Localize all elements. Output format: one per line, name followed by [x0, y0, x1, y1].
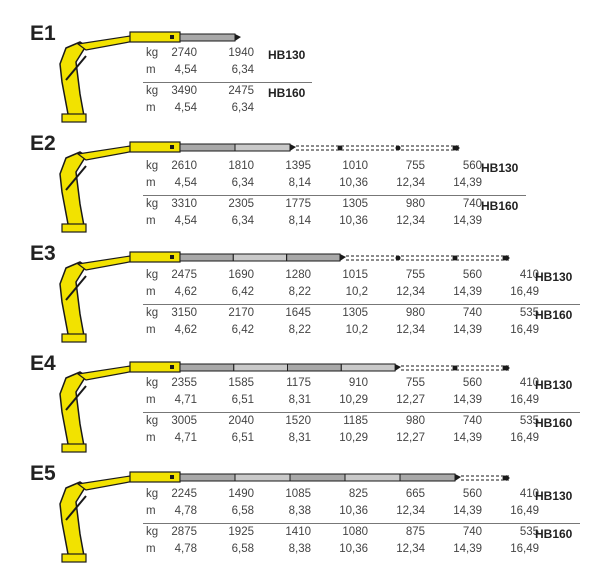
reach-m-cell: 4,71 — [174, 432, 197, 444]
boom-tip — [290, 144, 296, 151]
reach-m-cell: 4,71 — [174, 394, 197, 406]
extension-section — [341, 364, 395, 371]
extension-section — [290, 474, 345, 481]
crane-base — [62, 554, 86, 562]
load-kg-cell: 740 — [462, 198, 482, 210]
load-kg-cell: 560 — [462, 377, 482, 389]
unit-kg: kg — [146, 47, 159, 59]
load-kg-cell: 1490 — [228, 488, 254, 500]
reach-m-cell: 8,38 — [288, 505, 311, 517]
reach-m-cell: 12,34 — [396, 505, 425, 517]
boom-tip — [455, 474, 461, 481]
crane-base — [62, 334, 86, 342]
model-label: HB160 — [268, 86, 306, 100]
load-kg-cell: 410 — [519, 377, 539, 389]
load-kg-cell: 560 — [462, 488, 482, 500]
reach-m-cell: 14,39 — [453, 394, 482, 406]
load-kg-cell: 755 — [405, 269, 425, 281]
reach-m-cell: 4,62 — [174, 286, 197, 298]
unit-m: m — [146, 324, 156, 336]
load-kg-cell: 1085 — [285, 488, 311, 500]
unit-kg: kg — [146, 269, 159, 281]
reach-m-cell: 6,34 — [231, 177, 254, 189]
reach-m-cell: 12,34 — [396, 177, 425, 189]
reach-m-cell: 14,39 — [453, 543, 482, 555]
row-divider — [143, 195, 526, 196]
reach-m-cell: 6,51 — [231, 394, 254, 406]
reach-m-cell: 8,38 — [288, 543, 311, 555]
load-kg-cell: 535 — [519, 307, 539, 319]
load-kg-cell: 1080 — [342, 526, 368, 538]
reach-m-cell: 10,36 — [339, 543, 368, 555]
reach-m-cell: 12,34 — [396, 324, 425, 336]
unit-m: m — [146, 177, 156, 189]
load-kg-cell: 3490 — [171, 85, 197, 97]
extension-section — [180, 474, 235, 481]
unit-m: m — [146, 432, 156, 444]
load-kg-cell: 1305 — [342, 198, 368, 210]
load-kg-cell: 1280 — [285, 269, 311, 281]
crane-column — [60, 152, 86, 226]
load-kg-cell: 2305 — [228, 198, 254, 210]
reach-m-cell: 10,29 — [339, 432, 368, 444]
extension-section — [180, 254, 233, 261]
unit-m: m — [146, 102, 156, 114]
reach-m-cell: 16,49 — [510, 324, 539, 336]
reach-m-cell: 4,54 — [174, 215, 197, 227]
crane-base — [62, 224, 86, 232]
load-kg-cell: 1520 — [285, 415, 311, 427]
extension-section — [180, 34, 235, 41]
load-kg-cell: 740 — [462, 307, 482, 319]
row-divider — [143, 82, 312, 83]
reach-m-cell: 6,34 — [231, 102, 254, 114]
load-kg-cell: 3150 — [171, 307, 197, 319]
section-label: E5 — [30, 462, 56, 485]
reach-m-cell: 10,2 — [345, 286, 368, 298]
model-label: HB130 — [535, 378, 573, 392]
load-kg-cell: 980 — [405, 415, 425, 427]
boom-marker — [170, 475, 174, 479]
reach-m-cell: 4,78 — [174, 505, 197, 517]
load-kg-cell: 2740 — [171, 47, 197, 59]
load-kg-cell: 2170 — [228, 307, 254, 319]
reach-m-cell: 10,36 — [339, 505, 368, 517]
reach-m-cell: 12,34 — [396, 215, 425, 227]
row-divider — [143, 304, 580, 305]
load-kg-cell: 2875 — [171, 526, 197, 538]
load-kg-cell: 2040 — [228, 415, 254, 427]
load-kg-cell: 2475 — [228, 85, 254, 97]
section-label: E4 — [30, 352, 56, 375]
load-kg-cell: 1690 — [228, 269, 254, 281]
reach-m-cell: 6,58 — [231, 505, 254, 517]
reach-m-cell: 10,36 — [339, 177, 368, 189]
extension-section — [234, 364, 288, 371]
reach-m-cell: 12,27 — [396, 432, 425, 444]
load-kg-cell: 980 — [405, 307, 425, 319]
load-kg-cell: 560 — [462, 160, 482, 172]
crane-base — [62, 114, 86, 122]
load-kg-cell: 1185 — [343, 415, 368, 427]
reach-m-cell: 6,51 — [231, 432, 254, 444]
load-kg-cell: 980 — [405, 198, 425, 210]
reach-m-cell: 10,36 — [339, 215, 368, 227]
boom-marker — [170, 35, 174, 39]
reach-m-cell: 8,14 — [288, 177, 311, 189]
reach-m-cell: 6,58 — [231, 543, 254, 555]
load-kg-cell: 665 — [405, 488, 425, 500]
boom-tip — [235, 34, 241, 41]
reach-m-cell: 14,39 — [453, 177, 482, 189]
unit-kg: kg — [146, 160, 159, 172]
reach-m-cell: 10,29 — [339, 394, 368, 406]
load-kg-cell: 1175 — [286, 377, 311, 389]
load-kg-cell: 875 — [405, 526, 425, 538]
reach-m-cell: 16,49 — [510, 432, 539, 444]
reach-m-cell: 16,49 — [510, 543, 539, 555]
reach-m-cell: 8,22 — [288, 324, 311, 336]
jib-joint — [453, 366, 458, 371]
unit-kg: kg — [146, 526, 159, 538]
model-label: HB160 — [481, 199, 519, 213]
unit-kg: kg — [146, 377, 159, 389]
model-label: HB160 — [535, 527, 573, 541]
extension-section — [233, 254, 286, 261]
reach-m-cell: 4,62 — [174, 324, 197, 336]
reach-m-cell: 8,14 — [288, 215, 311, 227]
model-label: HB160 — [535, 308, 573, 322]
load-kg-cell: 1810 — [228, 160, 254, 172]
reach-m-cell: 14,39 — [453, 215, 482, 227]
load-kg-cell: 3005 — [171, 415, 197, 427]
extension-section — [288, 364, 342, 371]
jib-joint — [338, 146, 343, 151]
crane-column — [60, 372, 86, 446]
load-kg-cell: 910 — [348, 377, 368, 389]
jib-joint — [396, 146, 401, 151]
boom-marker — [170, 365, 174, 369]
load-kg-cell: 410 — [519, 488, 539, 500]
model-label: HB130 — [268, 48, 306, 62]
reach-m-cell: 8,31 — [288, 394, 311, 406]
crane-base — [62, 444, 86, 452]
reach-m-cell: 16,49 — [510, 286, 539, 298]
model-label: HB130 — [535, 489, 573, 503]
crane-column — [60, 262, 86, 336]
reach-m-cell: 14,39 — [453, 432, 482, 444]
reach-m-cell: 6,34 — [231, 215, 254, 227]
unit-m: m — [146, 64, 156, 76]
load-kg-cell: 1940 — [228, 47, 254, 59]
load-kg-cell: 2355 — [171, 377, 197, 389]
load-kg-cell: 1010 — [342, 160, 368, 172]
load-kg-cell: 410 — [519, 269, 539, 281]
reach-m-cell: 4,54 — [174, 177, 197, 189]
unit-m: m — [146, 394, 156, 406]
section-label: E3 — [30, 242, 56, 265]
unit-m: m — [146, 286, 156, 298]
reach-m-cell: 10,2 — [345, 324, 368, 336]
unit-kg: kg — [146, 415, 159, 427]
section-label: E1 — [30, 22, 56, 45]
reach-m-cell: 8,31 — [288, 432, 311, 444]
row-divider — [143, 523, 580, 524]
boom-marker — [170, 255, 174, 259]
reach-m-cell: 6,42 — [231, 324, 254, 336]
model-label: HB160 — [535, 416, 573, 430]
load-kg-cell: 1925 — [228, 526, 254, 538]
load-kg-cell: 1395 — [285, 160, 311, 172]
boom-tip — [340, 254, 346, 261]
load-kg-cell: 3310 — [171, 198, 197, 210]
reach-m-cell: 14,39 — [453, 324, 482, 336]
boom-tip — [395, 364, 401, 371]
load-kg-cell: 2475 — [171, 269, 197, 281]
reach-m-cell: 16,49 — [510, 505, 539, 517]
reach-m-cell: 14,39 — [453, 505, 482, 517]
load-kg-cell: 1645 — [285, 307, 311, 319]
load-kg-cell: 1410 — [285, 526, 311, 538]
reach-m-cell: 8,22 — [288, 286, 311, 298]
unit-kg: kg — [146, 85, 159, 97]
unit-m: m — [146, 505, 156, 517]
row-divider — [143, 412, 580, 413]
load-kg-cell: 740 — [462, 526, 482, 538]
boom-marker — [170, 145, 174, 149]
load-kg-cell: 1775 — [285, 198, 311, 210]
extension-section — [180, 144, 235, 151]
load-kg-cell: 1585 — [228, 377, 254, 389]
reach-m-cell: 12,34 — [396, 286, 425, 298]
unit-kg: kg — [146, 488, 159, 500]
section-label: E2 — [30, 132, 56, 155]
load-kg-cell: 1305 — [342, 307, 368, 319]
unit-m: m — [146, 543, 156, 555]
reach-m-cell: 6,34 — [231, 64, 254, 76]
load-kg-cell: 2245 — [171, 488, 197, 500]
crane-diagram — [0, 20, 600, 130]
model-label: HB130 — [481, 161, 519, 175]
extension-section — [235, 144, 290, 151]
load-kg-cell: 740 — [462, 415, 482, 427]
reach-m-cell: 12,34 — [396, 543, 425, 555]
reach-m-cell: 4,54 — [174, 102, 197, 114]
load-kg-cell: 2610 — [171, 160, 197, 172]
model-label: HB130 — [535, 270, 573, 284]
crane-column — [60, 482, 86, 556]
unit-m: m — [146, 215, 156, 227]
reach-m-cell: 14,39 — [453, 286, 482, 298]
extension-section — [345, 474, 400, 481]
load-kg-cell: 535 — [519, 415, 539, 427]
jib-joint — [396, 256, 401, 261]
load-kg-cell: 535 — [519, 526, 539, 538]
reach-m-cell: 12,27 — [396, 394, 425, 406]
load-kg-cell: 755 — [405, 377, 425, 389]
reach-m-cell: 6,42 — [231, 286, 254, 298]
reach-m-cell: 4,78 — [174, 543, 197, 555]
reach-m-cell: 4,54 — [174, 64, 197, 76]
extension-section — [180, 364, 234, 371]
load-kg-cell: 825 — [348, 488, 368, 500]
load-kg-cell: 1015 — [342, 269, 368, 281]
jib-joint — [453, 256, 458, 261]
extension-section — [400, 474, 455, 481]
extension-section — [287, 254, 340, 261]
extension-section — [235, 474, 290, 481]
load-kg-cell: 560 — [462, 269, 482, 281]
reach-m-cell: 16,49 — [510, 394, 539, 406]
crane-column — [60, 42, 86, 116]
unit-kg: kg — [146, 198, 159, 210]
unit-kg: kg — [146, 307, 159, 319]
load-kg-cell: 755 — [405, 160, 425, 172]
